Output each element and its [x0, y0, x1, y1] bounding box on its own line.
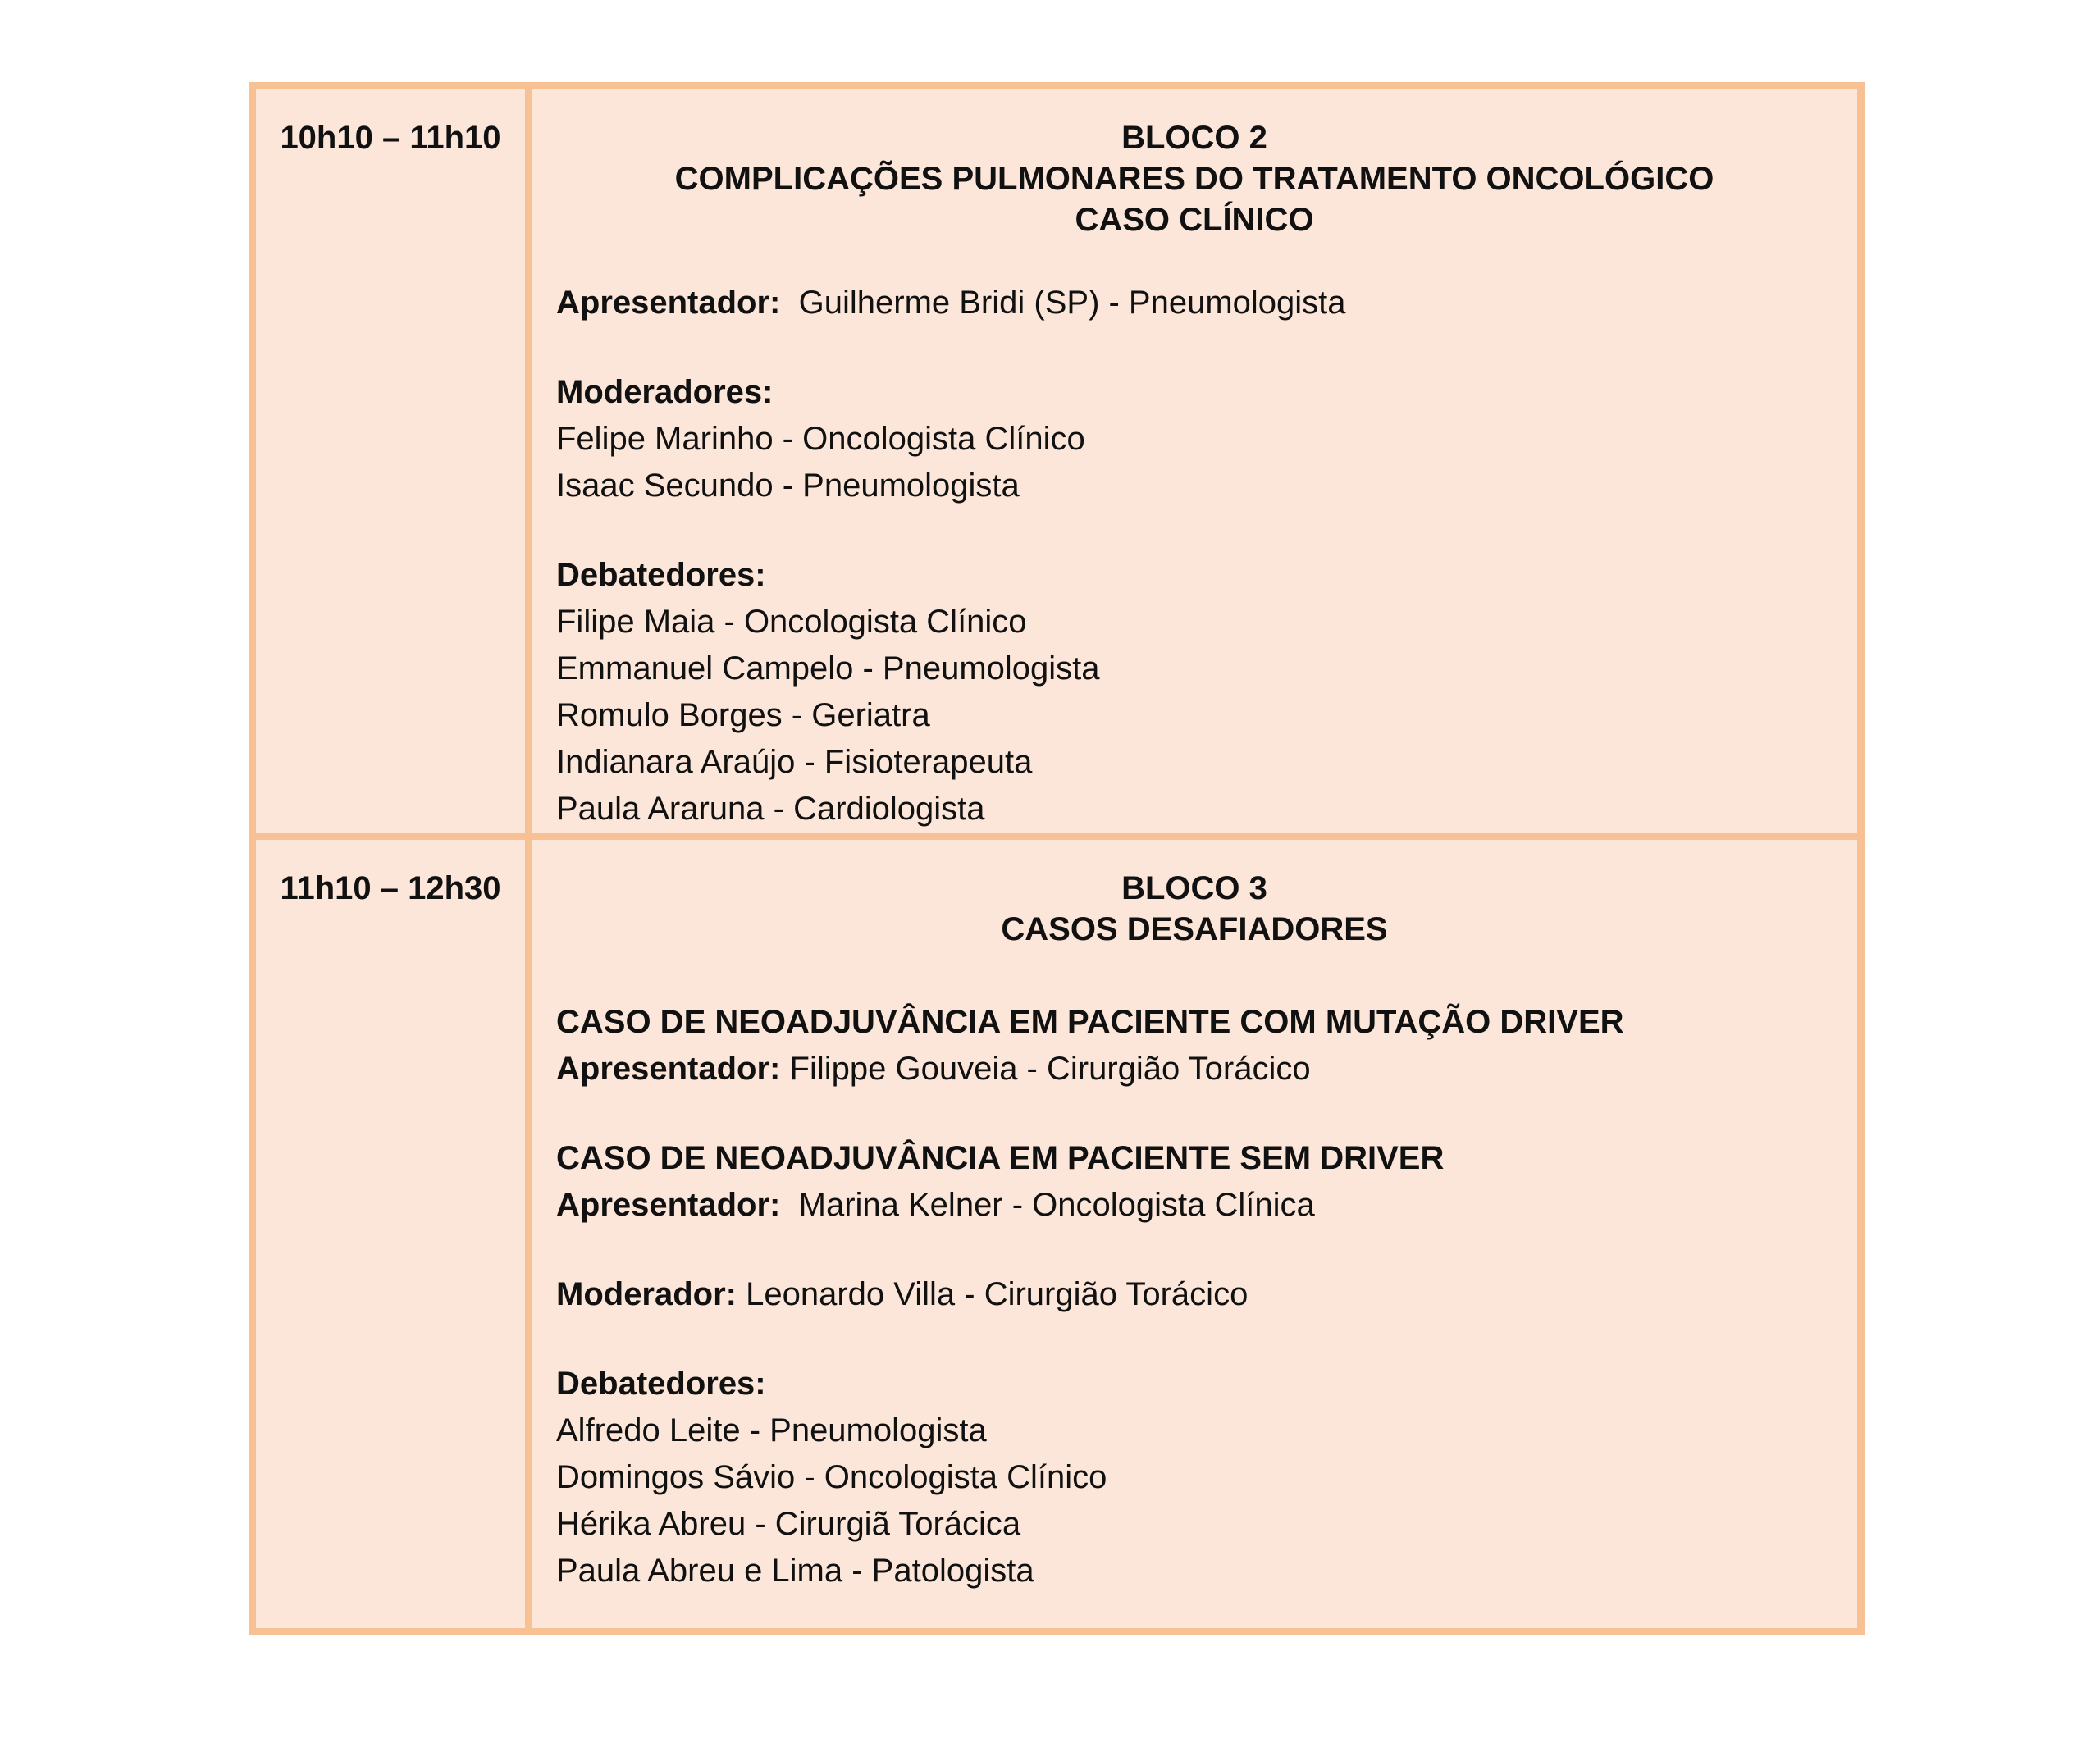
list-item: Hérika Abreu - Cirurgiã Torácica — [556, 1506, 1021, 1542]
presenter-name: Marina Kelner - Oncologista Clínica — [798, 1187, 1315, 1223]
list-item: Romulo Borges - Geriatra — [556, 697, 930, 733]
block-theme: COMPLICAÇÕES PULMONARES DO TRATAMENTO ONCOLÓGICO — [674, 161, 1714, 197]
agenda-row-bloco-2 — [256, 89, 1857, 840]
block-number: BLOCO 2 — [1121, 120, 1267, 156]
time-slot: 11h10 – 12h30 — [256, 840, 532, 1628]
block-number: BLOCO 3 — [1121, 870, 1267, 906]
presenter-name: Filippe Gouveia - Cirurgião Torácico — [789, 1051, 1311, 1087]
debaters-list — [556, 599, 1833, 833]
session-details — [540, 840, 1857, 1628]
list-item: Filipe Maia - Oncologista Clínico — [556, 604, 1027, 640]
moderator-line — [556, 1271, 1833, 1318]
session-title — [556, 117, 1833, 240]
case-title: CASO DE NEOADJUVÂNCIA EM PACIENTE COM MUTAÇÃO DRIVER — [556, 1004, 1624, 1040]
block-theme: CASOS DESAFIADORES — [1001, 911, 1388, 947]
moderators-list — [556, 416, 1833, 509]
agenda-table — [249, 82, 1865, 1635]
presenter-label: Apresentador: — [556, 1187, 781, 1223]
presenter-line — [556, 280, 1833, 326]
list-item: Alfredo Leite - Pneumologista — [556, 1412, 987, 1448]
time-slot: 10h10 – 11h10 — [256, 89, 532, 833]
list-item: Indianara Araújo - Fisioterapeuta — [556, 744, 1033, 780]
debaters-label: Debatedores: — [556, 1366, 766, 1402]
presenter-line — [556, 1182, 1833, 1229]
moderator-name: Leonardo Villa - Cirurgião Torácico — [746, 1276, 1249, 1312]
presenter-label: Apresentador: — [556, 1051, 781, 1087]
block-format: CASO CLÍNICO — [1075, 202, 1314, 238]
moderator-label: Moderador: — [556, 1276, 737, 1312]
list-item: Isaac Secundo - Pneumologista — [556, 468, 1020, 504]
list-item: Paula Araruna - Cardiologista — [556, 791, 985, 827]
list-item: Domingos Sávio - Oncologista Clínico — [556, 1459, 1107, 1495]
session-title — [556, 868, 1833, 950]
agenda-row-bloco-3 — [256, 840, 1857, 1628]
presenter-line — [556, 1046, 1833, 1093]
presenter-name: Guilherme Bridi (SP) - Pneumologista — [798, 285, 1346, 321]
case-title: CASO DE NEOADJUVÂNCIA EM PACIENTE SEM DRIVER — [556, 1140, 1445, 1176]
presenter-label: Apresentador: — [556, 285, 781, 321]
list-item: Paula Abreu e Lima - Patologista — [556, 1553, 1034, 1589]
list-item: Emmanuel Campelo - Pneumologista — [556, 650, 1100, 687]
moderators-label: Moderadores: — [556, 374, 774, 410]
list-item: Felipe Marinho - Oncologista Clínico — [556, 421, 1085, 457]
debaters-list — [556, 1407, 1833, 1594]
debaters-label: Debatedores: — [556, 557, 766, 593]
session-details — [540, 89, 1857, 833]
